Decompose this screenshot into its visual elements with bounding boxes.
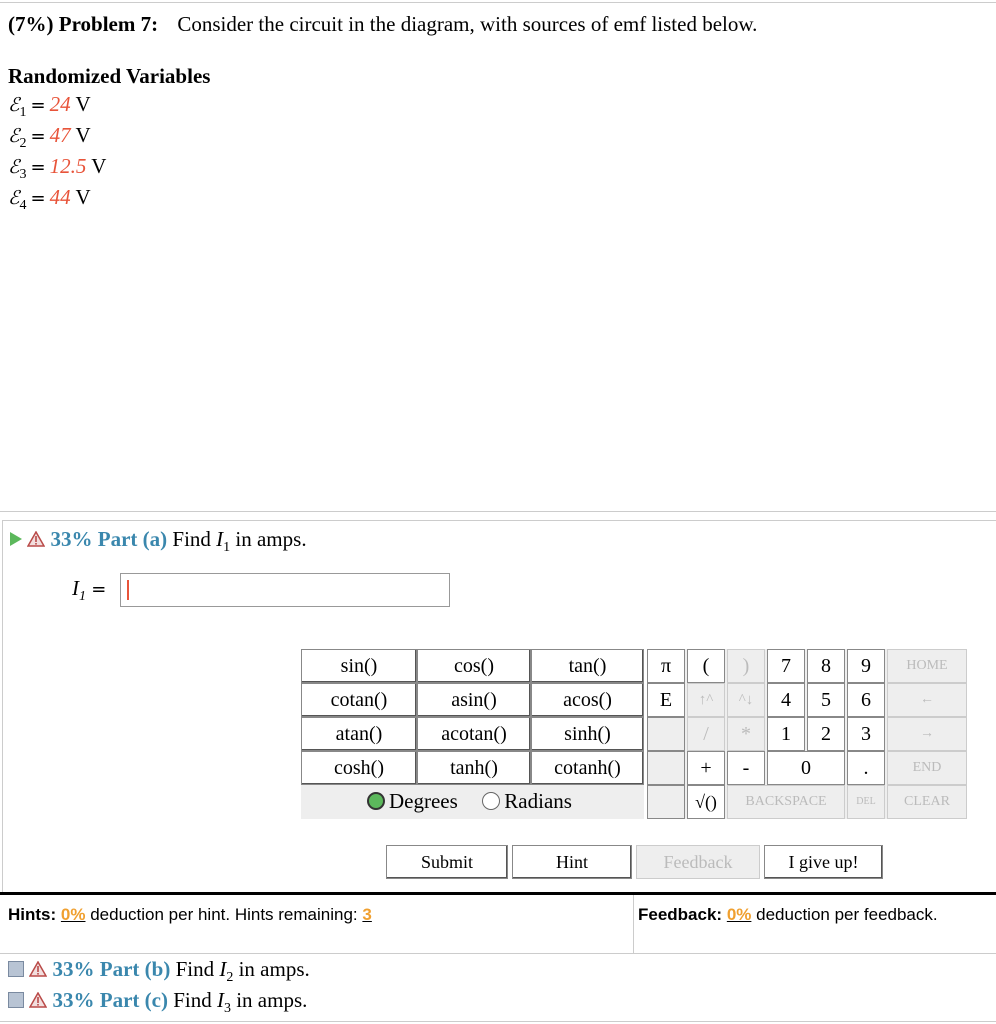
function-keypad xyxy=(301,649,644,819)
part-b-percent: 33% xyxy=(52,957,95,981)
part-a-header[interactable] xyxy=(10,527,307,556)
part-a-label: Part (a) xyxy=(97,527,168,551)
feedback-button[interactable]: Feedback xyxy=(636,845,760,879)
part-divider xyxy=(0,511,996,512)
key-1[interactable]: 1 xyxy=(767,717,805,751)
right-paren-key[interactable]: ) xyxy=(727,649,765,683)
cursor-left-key[interactable]: ← xyxy=(887,683,967,717)
hints-remaining: 3 xyxy=(362,905,372,924)
part-a-var: I xyxy=(216,527,224,551)
give-up-button[interactable]: I give up! xyxy=(764,845,883,879)
part-a-sub: 1 xyxy=(223,540,231,556)
problem-weight: (7%) xyxy=(8,12,54,36)
sinh-button[interactable]: sinh() xyxy=(531,717,644,751)
power-up-key[interactable]: ↑^ xyxy=(687,683,725,717)
part-a-left-border xyxy=(2,520,3,892)
angle-mode xyxy=(367,789,572,814)
feedback-info: Feedback: 0% deduction per feedback. xyxy=(638,905,938,924)
radians-radio[interactable] xyxy=(482,792,500,810)
key-4[interactable]: 4 xyxy=(767,683,805,717)
pi-key[interactable]: π xyxy=(647,649,685,683)
asin-button[interactable]: asin() xyxy=(417,683,531,717)
cotanh-button[interactable]: cotanh() xyxy=(531,751,644,785)
part-c-label: Part (c) xyxy=(99,988,168,1012)
key-6[interactable]: 6 xyxy=(847,683,885,717)
acos-button[interactable]: acos() xyxy=(531,683,644,717)
sin-button[interactable]: sin() xyxy=(301,649,417,683)
key-2[interactable]: 2 xyxy=(807,717,845,751)
variable-emf-1: ℰ$_1$ = 24 V xyxy=(8,92,91,121)
text-caret xyxy=(127,580,129,600)
degrees-radio[interactable] xyxy=(367,792,385,810)
left-paren-key[interactable]: ( xyxy=(687,649,725,683)
key-5[interactable]: 5 xyxy=(807,683,845,717)
problem-question: Consider the circuit in the diagram, with sources of emf listed below. xyxy=(177,12,758,36)
clear-key[interactable]: CLEAR xyxy=(887,785,967,819)
divide-key[interactable]: / xyxy=(687,717,725,751)
key-7[interactable]: 7 xyxy=(767,649,805,683)
key-9[interactable]: 9 xyxy=(847,649,885,683)
expand-triangle-icon[interactable] xyxy=(10,532,22,546)
blank-key xyxy=(647,785,685,819)
answer-input[interactable] xyxy=(120,573,450,607)
bar-separator xyxy=(633,895,634,953)
variable-emf-3: ℰ$_3$ = 12.5 V xyxy=(8,154,107,183)
cursor-right-key[interactable]: → xyxy=(887,717,967,751)
variable-emf-4: ℰ$_4$ = 44 V xyxy=(8,185,91,214)
bottom-divider xyxy=(0,1021,996,1022)
blank-key xyxy=(647,751,685,785)
part-c-percent: 33% xyxy=(52,988,95,1012)
e-key[interactable]: E xyxy=(647,683,685,717)
part-b-header[interactable]: 33% Part (b) Find $I_2$ in amps. xyxy=(8,957,310,986)
answer-label: $I_1$ = xyxy=(72,576,107,605)
radians-label: Radians xyxy=(504,789,572,813)
delete-key[interactable]: DEL xyxy=(847,785,885,819)
part-a-text-post: in amps. xyxy=(235,527,307,551)
variable-emf-2: ℰ$_2$ = 47 V xyxy=(8,123,91,152)
randomized-variables-heading: Randomized Variables xyxy=(8,64,211,88)
numeric-keypad xyxy=(647,649,967,819)
power-down-key[interactable]: ^↓ xyxy=(727,683,765,717)
part-a-border xyxy=(2,520,996,521)
part-c-header[interactable]: 33% Part (c) Find $I_3$ in amps. xyxy=(8,988,307,1017)
part-a-text: Find xyxy=(172,527,211,551)
blank-key xyxy=(647,717,685,751)
key-0[interactable]: 0 xyxy=(767,751,845,785)
submit-button[interactable]: Submit xyxy=(386,845,508,879)
hints-feedback-bar xyxy=(0,892,996,954)
minus-key[interactable]: - xyxy=(727,751,765,785)
collapsed-box-icon[interactable] xyxy=(8,961,24,977)
collapsed-box-icon[interactable] xyxy=(8,992,24,1008)
top-divider xyxy=(0,2,996,3)
warning-icon xyxy=(27,531,45,547)
hint-button[interactable]: Hint xyxy=(512,845,632,879)
tanh-button[interactable]: tanh() xyxy=(417,751,531,785)
warning-icon xyxy=(29,992,47,1008)
acotan-button[interactable]: acotan() xyxy=(417,717,531,751)
feedback-deduction: 0% xyxy=(726,905,752,924)
key-8[interactable]: 8 xyxy=(807,649,845,683)
sqrt-key[interactable]: √() xyxy=(687,785,725,819)
hints-info: Hints: 0% deduction per hint. Hints remaining: 3 xyxy=(8,905,372,924)
multiply-key[interactable]: * xyxy=(727,717,765,751)
end-key[interactable]: END xyxy=(887,751,967,785)
cosh-button[interactable]: cosh() xyxy=(301,751,417,785)
cos-button[interactable]: cos() xyxy=(417,649,531,683)
tan-button[interactable]: tan() xyxy=(531,649,644,683)
part-b-label: Part (b) xyxy=(99,957,171,981)
part-a-percent: 33% xyxy=(50,527,93,551)
hint-deduction: 0% xyxy=(60,905,86,924)
cotan-button[interactable]: cotan() xyxy=(301,683,417,717)
problem-header xyxy=(8,12,757,37)
backspace-key[interactable]: BACKSPACE xyxy=(727,785,845,819)
decimal-key[interactable]: . xyxy=(847,751,885,785)
warning-icon xyxy=(29,961,47,977)
atan-button[interactable]: atan() xyxy=(301,717,417,751)
degrees-label: Degrees xyxy=(389,789,458,813)
problem-label: Problem 7: xyxy=(58,12,159,36)
plus-key[interactable]: + xyxy=(687,751,725,785)
home-key[interactable]: HOME xyxy=(887,649,967,683)
key-3[interactable]: 3 xyxy=(847,717,885,751)
